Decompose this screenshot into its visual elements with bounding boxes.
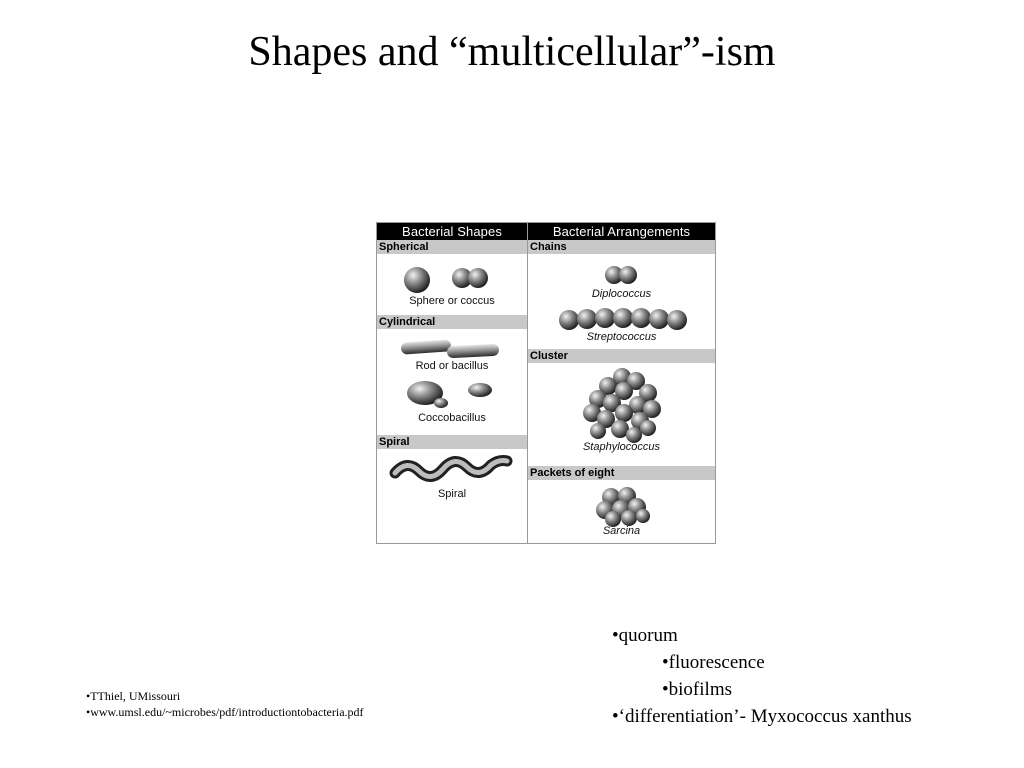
section-spiral: Spiral [377,435,527,449]
section-cluster: Cluster [528,349,715,363]
sphere-caption: Sphere or coccus [409,295,495,307]
spiral-caption: Spiral [437,488,467,500]
arrangements-header: Bacterial Arrangements [528,223,715,240]
bullet-item: •quorum [612,625,678,646]
slide-title: Shapes and “multicellular”-ism [248,29,776,75]
shapes-column [377,223,528,543]
sarcina-image [596,487,650,527]
sarcina-caption: Sarcina [602,525,641,537]
arrangements-illustrations [528,223,715,543]
section-packets: Packets of eight [528,466,715,480]
section-cylindrical: Cylindrical [377,315,527,329]
footnote-item: •TThiel, UMissouri [86,689,181,703]
footnote-list [86,688,364,720]
spiral-image [395,461,507,477]
coccobacillus-image [407,381,492,408]
bacteria-figure [376,222,716,544]
streptococcus-caption: Streptococcus [586,331,657,343]
diplococcus-caption: Diplococcus [591,288,652,300]
section-chains: Chains [528,240,715,254]
streptococcus-image [559,308,687,330]
staphylococcus-image [583,368,661,443]
sphere-coccus-image [404,267,488,293]
section-spherical: Spherical [377,240,527,254]
bullet-item: •biofilms [662,679,732,700]
bullet-item: •‘differentiation’- Myxococcus xanthus [612,706,912,727]
coccobacillus-caption: Coccobacillus [418,412,486,424]
bullet-list [612,622,912,730]
shapes-header: Bacterial Shapes [377,223,527,240]
footnote-item: •www.umsl.edu/~microbes/pdf/introductiontobacteria.pdf [86,705,364,719]
diplococcus-image [605,266,637,284]
staphylococcus-caption: Staphylococcus [582,441,661,453]
arrangements-column [528,223,715,543]
rod-caption: Rod or bacillus [415,360,489,372]
rod-bacillus-image [401,339,500,358]
bullet-item: •fluorescence [662,652,765,673]
